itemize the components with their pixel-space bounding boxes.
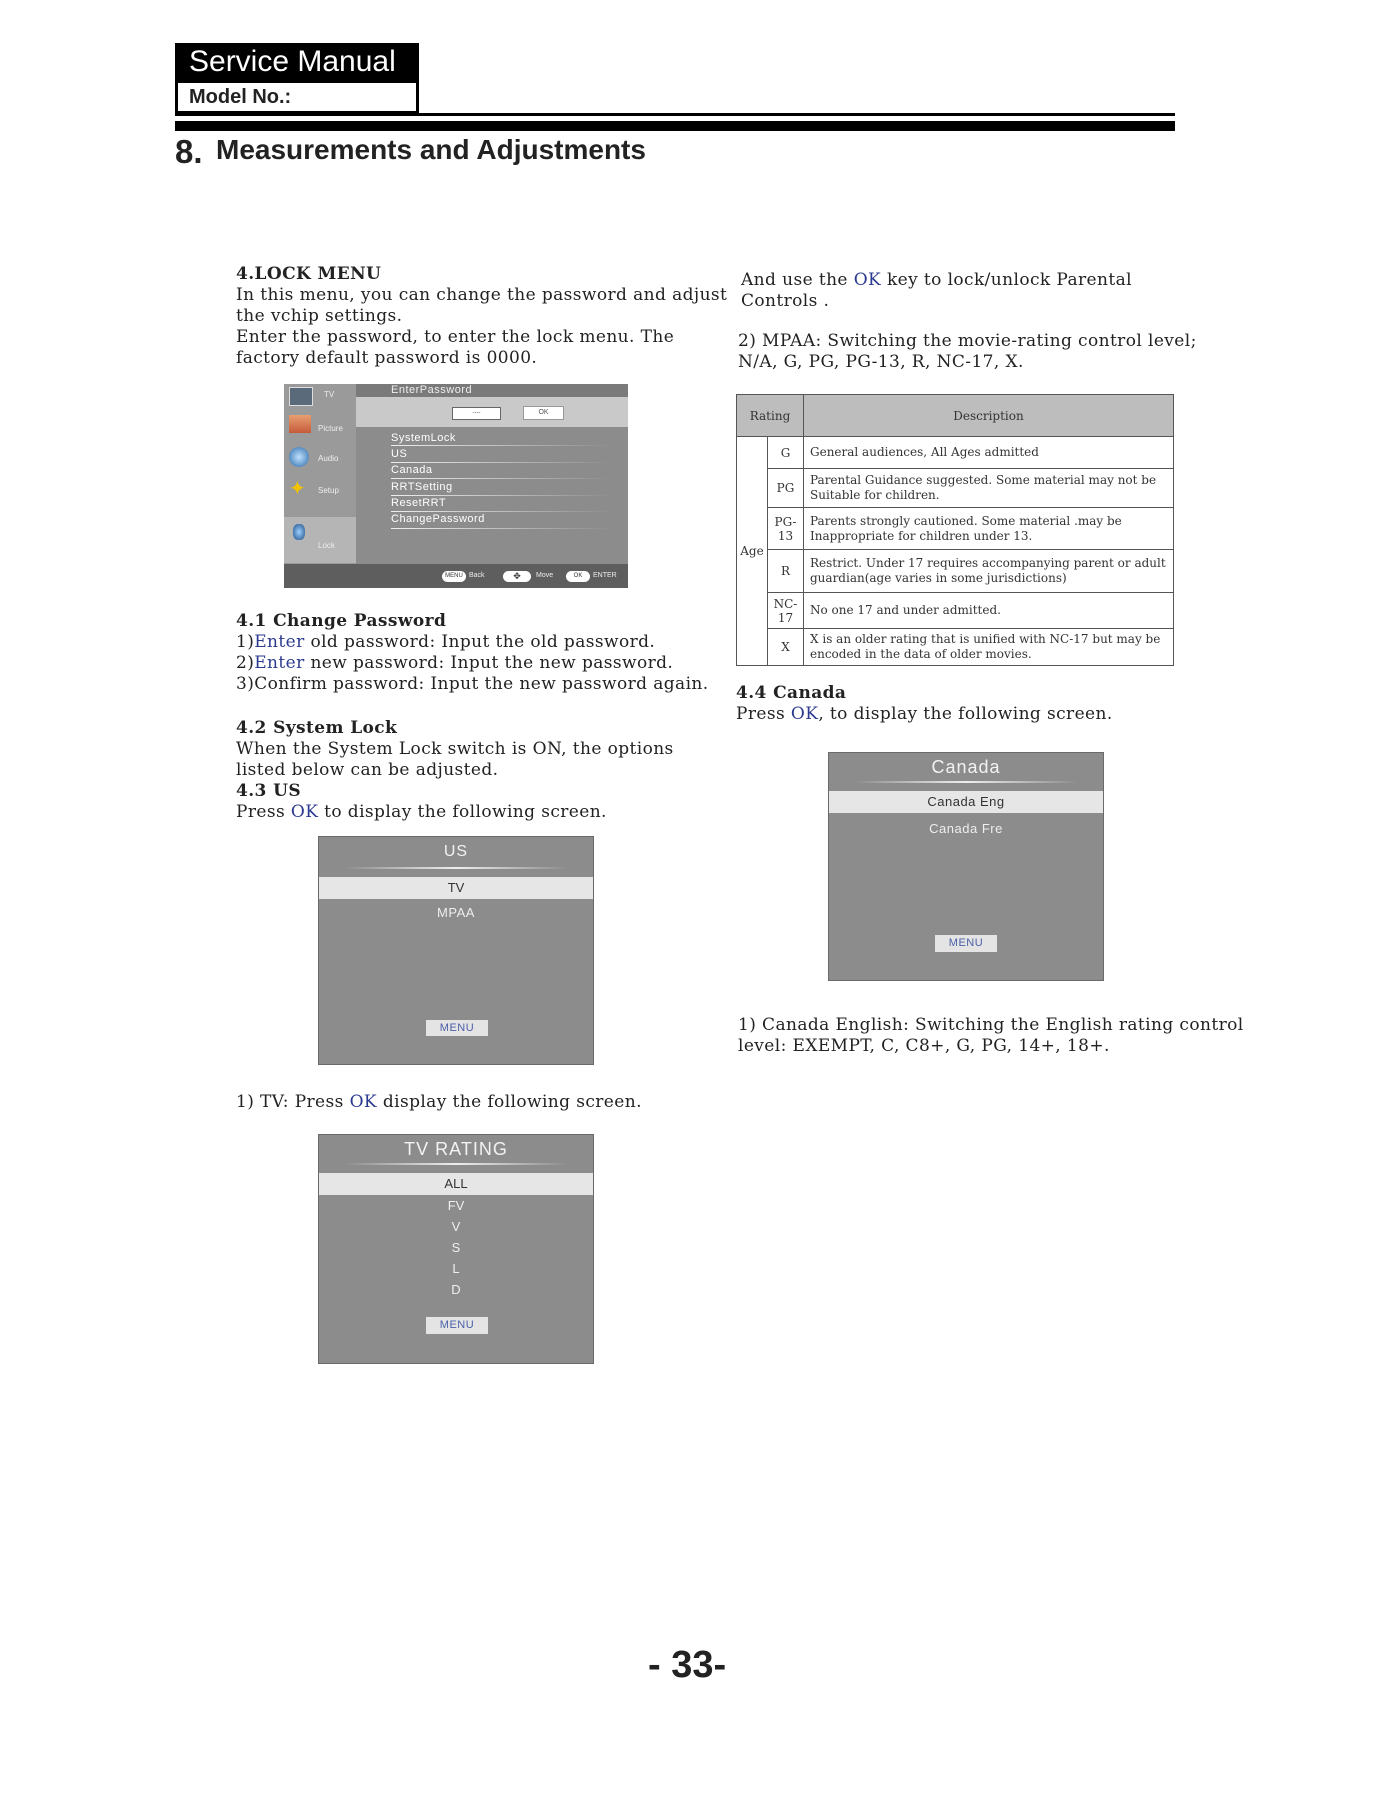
model-number-label: Model No.: bbox=[175, 80, 419, 114]
tv-rating-item-all[interactable]: ALL bbox=[319, 1173, 593, 1195]
table-row bbox=[737, 550, 1174, 593]
footer-menu-key: MENU bbox=[442, 571, 466, 582]
footer-move-label: Move bbox=[536, 572, 554, 579]
canada-menu-title: Canada bbox=[931, 757, 1001, 777]
system-lock-heading: 4.2 System Lock bbox=[236, 718, 398, 738]
table-row bbox=[737, 437, 1174, 469]
canada-menu-item-fre[interactable]: Canada Fre bbox=[929, 821, 1003, 836]
title-divider bbox=[854, 781, 1078, 783]
table-row bbox=[737, 593, 1174, 629]
rating-description bbox=[804, 593, 1174, 629]
lock-icon bbox=[293, 524, 305, 540]
rating-code: PG-13 bbox=[768, 508, 804, 550]
mpaa-line: N/A, G, PG, PG-13, R, NC-17, X. bbox=[738, 352, 1024, 372]
table-row bbox=[737, 508, 1174, 550]
menu-button[interactable]: MENU bbox=[426, 1020, 488, 1036]
us-heading: 4.3 US bbox=[236, 781, 301, 801]
menu-button[interactable]: MENU bbox=[426, 1317, 488, 1334]
age-label: Age bbox=[737, 437, 768, 666]
item-divider bbox=[391, 528, 613, 529]
rating-description bbox=[804, 508, 1174, 550]
system-lock-line: When the System Lock switch is ON, the options bbox=[236, 739, 674, 759]
sidebar-item-tv: TV bbox=[324, 390, 335, 399]
canada-heading: 4.4 Canada bbox=[736, 683, 847, 703]
picture-icon bbox=[289, 415, 311, 433]
item-divider bbox=[391, 462, 613, 463]
canada-english-line: level: EXEMPT, C, C8+, G, PG, 14+, 18+. bbox=[738, 1036, 1110, 1056]
tv-rating-item-d[interactable]: D bbox=[451, 1282, 461, 1297]
section-number: 8. bbox=[175, 133, 203, 170]
rating-description bbox=[804, 629, 1174, 666]
ok-lock-line: And use the OK key to lock/unlock Parental bbox=[741, 270, 1132, 290]
mpaa-line: 2) MPAA: Switching the movie-rating control level; bbox=[738, 331, 1197, 351]
description-line: Parental Guidance suggested. Some material may not be bbox=[810, 473, 1157, 487]
table-row bbox=[737, 469, 1174, 508]
us-instruction: Press OK to display the following screen. bbox=[236, 802, 607, 822]
ok-lock-line-2: Controls . bbox=[741, 291, 830, 311]
manual-title: Service Manual bbox=[175, 43, 419, 80]
sidebar-item-lock: Lock bbox=[318, 541, 335, 550]
tv-rating-item-fv[interactable]: FV bbox=[447, 1198, 465, 1213]
rating-description bbox=[804, 437, 1174, 469]
tv-rating-item-v[interactable]: V bbox=[451, 1219, 461, 1234]
rating-code: NC-17 bbox=[768, 593, 804, 629]
enter-password-label: EnterPassword bbox=[391, 384, 473, 396]
tv-icon bbox=[289, 387, 313, 406]
tv-instruction: 1) TV: Press OK display the following screen. bbox=[236, 1092, 642, 1112]
header-rule bbox=[175, 113, 1175, 116]
canada-english-line: 1) Canada English: Switching the English rating control bbox=[738, 1015, 1244, 1035]
us-menu-title: US bbox=[443, 843, 469, 860]
mpaa-rating-table bbox=[736, 394, 1174, 666]
menu-item-rrt-setting[interactable]: RRTSetting bbox=[391, 481, 453, 493]
us-menu-item-tv[interactable]: TV bbox=[319, 877, 593, 899]
item-divider bbox=[391, 478, 613, 479]
lock-sidebar bbox=[284, 384, 356, 564]
description-line: No one 17 and under admitted. bbox=[810, 603, 1001, 617]
canada-menu-item-eng[interactable]: Canada Eng bbox=[829, 791, 1103, 813]
title-divider bbox=[344, 1163, 568, 1165]
lock-menu-screenshot bbox=[284, 384, 628, 588]
item-divider bbox=[391, 445, 613, 446]
ok-button[interactable]: OK bbox=[523, 406, 564, 420]
sidebar-item-audio: Audio bbox=[318, 454, 339, 463]
tv-rating-item-l[interactable]: L bbox=[452, 1261, 460, 1276]
menu-item-canada[interactable]: Canada bbox=[391, 464, 433, 476]
rating-description bbox=[804, 469, 1174, 508]
sidebar-item-setup: Setup bbox=[318, 486, 339, 495]
us-menu-screenshot bbox=[318, 836, 594, 1065]
change-password-line-1: 1)Enter old password: Input the old password. bbox=[236, 632, 656, 652]
us-menu-item-mpaa[interactable]: MPAA bbox=[437, 905, 475, 920]
tv-rating-screenshot bbox=[318, 1134, 594, 1364]
rating-code: R bbox=[768, 550, 804, 593]
menu-item-reset-rrt[interactable]: ResetRRT bbox=[391, 497, 447, 509]
setup-icon: ✦ bbox=[289, 478, 306, 500]
menu-button[interactable]: MENU bbox=[935, 935, 997, 952]
description-line: General audiences, All Ages admitted bbox=[810, 445, 1039, 459]
lock-menu-line: Enter the password, to enter the lock menu. The bbox=[236, 327, 675, 347]
description-line: Restrict. Under 17 requires accompanying parent or adult bbox=[810, 556, 1166, 570]
audio-icon bbox=[289, 447, 309, 467]
description-line: Inappropriate for children under 13. bbox=[810, 528, 1033, 543]
rating-code: PG bbox=[768, 469, 804, 508]
rating-header: Rating bbox=[737, 395, 804, 437]
password-input[interactable]: ---- bbox=[452, 407, 501, 420]
footer-ok-key: OK bbox=[566, 571, 590, 582]
header-rule-thick bbox=[175, 121, 1175, 131]
menu-item-us[interactable]: US bbox=[391, 448, 408, 460]
footer-enter-label: ENTER bbox=[593, 572, 617, 579]
change-password-heading: 4.1 Change Password bbox=[236, 611, 447, 631]
move-arrows-icon: ✥ bbox=[503, 571, 531, 582]
lock-menu-line: the vchip settings. bbox=[236, 306, 403, 326]
tv-rating-title: TV RATING bbox=[404, 1139, 508, 1159]
footer-back-label: Back bbox=[469, 572, 485, 579]
lock-menu-heading: 4.LOCK MENU bbox=[236, 264, 382, 284]
rating-description bbox=[804, 550, 1174, 593]
change-password-line-3: 3)Confirm password: Input the new password again. bbox=[236, 674, 709, 694]
description-line: Parents strongly cautioned. Some material .may be bbox=[810, 513, 1122, 528]
canada-instruction: Press OK, to display the following screen. bbox=[736, 704, 1113, 724]
section-title: Measurements and Adjustments bbox=[216, 134, 646, 165]
system-lock-line: listed below can be adjusted. bbox=[236, 760, 499, 780]
menu-item-system-lock[interactable]: SystemLock bbox=[391, 432, 456, 444]
description-line: Suitable for children. bbox=[810, 488, 940, 502]
rating-code: G bbox=[768, 437, 804, 469]
tv-rating-item-s[interactable]: S bbox=[451, 1240, 461, 1255]
item-divider bbox=[391, 511, 613, 512]
menu-item-change-password[interactable]: ChangePassword bbox=[391, 513, 485, 525]
page-number: - 33- bbox=[648, 1644, 727, 1686]
description-line: guardian(age varies in some jurisdictions) bbox=[810, 571, 1067, 585]
table-header-row bbox=[737, 395, 1174, 437]
description-line: X is an older rating that is unified with NC-17 but may be bbox=[810, 632, 1161, 646]
item-divider bbox=[391, 495, 613, 496]
description-line: encoded in the data of older movies. bbox=[810, 647, 1032, 661]
rating-code: X bbox=[768, 629, 804, 666]
canada-menu-screenshot bbox=[828, 752, 1104, 981]
table-row bbox=[737, 629, 1174, 666]
change-password-line-2: 2)Enter new password: Input the new password. bbox=[236, 653, 674, 673]
lock-menu-line: factory default password is 0000. bbox=[236, 348, 538, 368]
description-header: Description bbox=[804, 395, 1174, 437]
lock-menu-line: In this menu, you can change the password and adjust bbox=[236, 285, 728, 305]
sidebar-item-picture: Picture bbox=[318, 424, 343, 433]
title-divider bbox=[344, 867, 568, 869]
